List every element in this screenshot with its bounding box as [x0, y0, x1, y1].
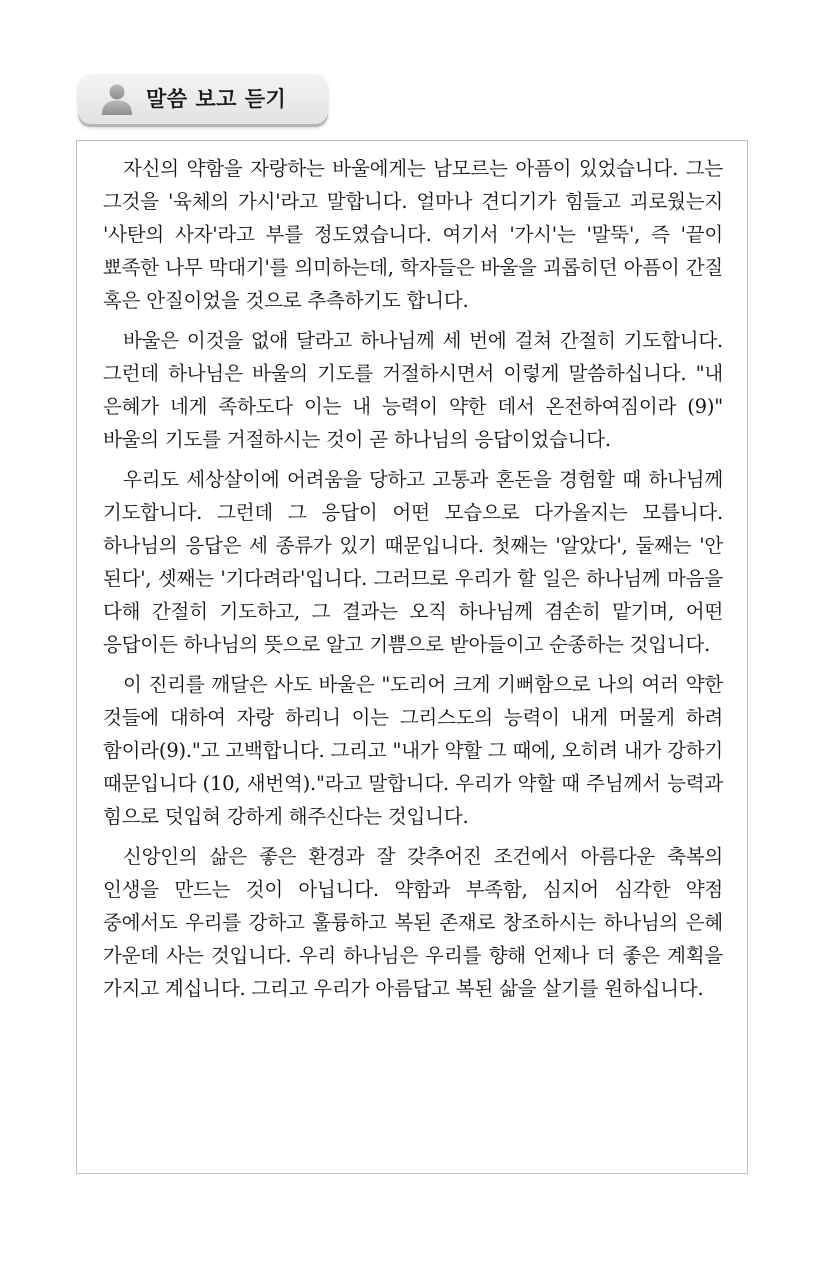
person-icon: [100, 82, 134, 116]
paragraph-3: 우리도 세상살이에 어려움을 당하고 고통과 혼돈을 경험할 때 하나님께 기도합니다. 그런데 그 응답이 어떤 모습으로 다가올지는 모릅니다. 하나님의 응답은 세 종류가 있기 때문입니다. 첫째는 '알았다', 둘째는 '안 된다', 셋째는 '기다려라'입니다. 그러므로 우리가 할 일은 하나님께 마음을 다해 간절히 기도하고, 그 결과는 오직 하나님께 겸손히 맡기며, 어떤 응답이든 하나님의 뜻으로 알고 기쁨으로 받아들이고 순종하는 것입니다.: [103, 468, 723, 656]
section-title: 말씀 보고 듣기: [146, 87, 287, 111]
paragraph-2: 바울은 이것을 없애 달라고 하나님께 세 번에 걸쳐 간절히 기도합니다. 그런데 하나님은 바울의 기도를 거절하시면서 이렇게 말씀하십니다. "내 은혜가 네게 족하도다 이는 내 능력이 약한 데서 온전하여짐이라 (9)" 바울의 기도를 거절하시는 것이 곧 하나님의 응답이었습니다.: [103, 329, 723, 451]
paragraph-1: 자신의 약함을 자랑하는 바울에게는 남모르는 아픔이 있었습니다. 그는 그것을 '육체의 가시'라고 말합니다. 얼마나 견디기가 힘들고 괴로웠는지 '사탄의 사자'라고 부를 정도였습니다. 여기서 '가시'는 '말뚝', 즉 '끝이 뾰족한 나무 막대기'를 의미하는데, 학자들은 바울을 괴롭히던 아픔이 간질 혹은 안질이었을 것으로 추측하기도 합니다.: [103, 157, 723, 312]
paragraph-5: 신앙인의 삶은 좋은 환경과 잘 갖추어진 조건에서 아름다운 축복의 인생을 만드는 것이 아닙니다. 약함과 부족함, 심지어 심각한 약점 중에서도 우리를 강하고 훌륭하고 복된 존재로 창조하시는 하나님의 은혜 가운데 사는 것입니다. 우리 하나님은 우리를 향해 언제나 더 좋은 계획을 가지고 계십니다. 그리고 우리가 아름답고 복된 삶을 살기를 원하십니다.: [103, 845, 723, 1000]
devotional-text-box: [76, 140, 748, 1174]
section-header-tab: [78, 74, 328, 124]
paragraph-4: 이 진리를 깨달은 사도 바울은 "도리어 크게 기뻐함으로 나의 여러 약한 것들에 대하여 자랑 하리니 이는 그리스도의 능력이 내게 머물게 하려 함이라(9)."고 고백합니다. 그리고 "내가 약할 그 때에, 오히려 내가 강하기 때문입니다 (10, 새번역)."라고 말합니다. 우리가 약할 때 주님께서 능력과 힘으로 덧입혀 강하게 해주신다는 것입니다.: [103, 673, 723, 828]
